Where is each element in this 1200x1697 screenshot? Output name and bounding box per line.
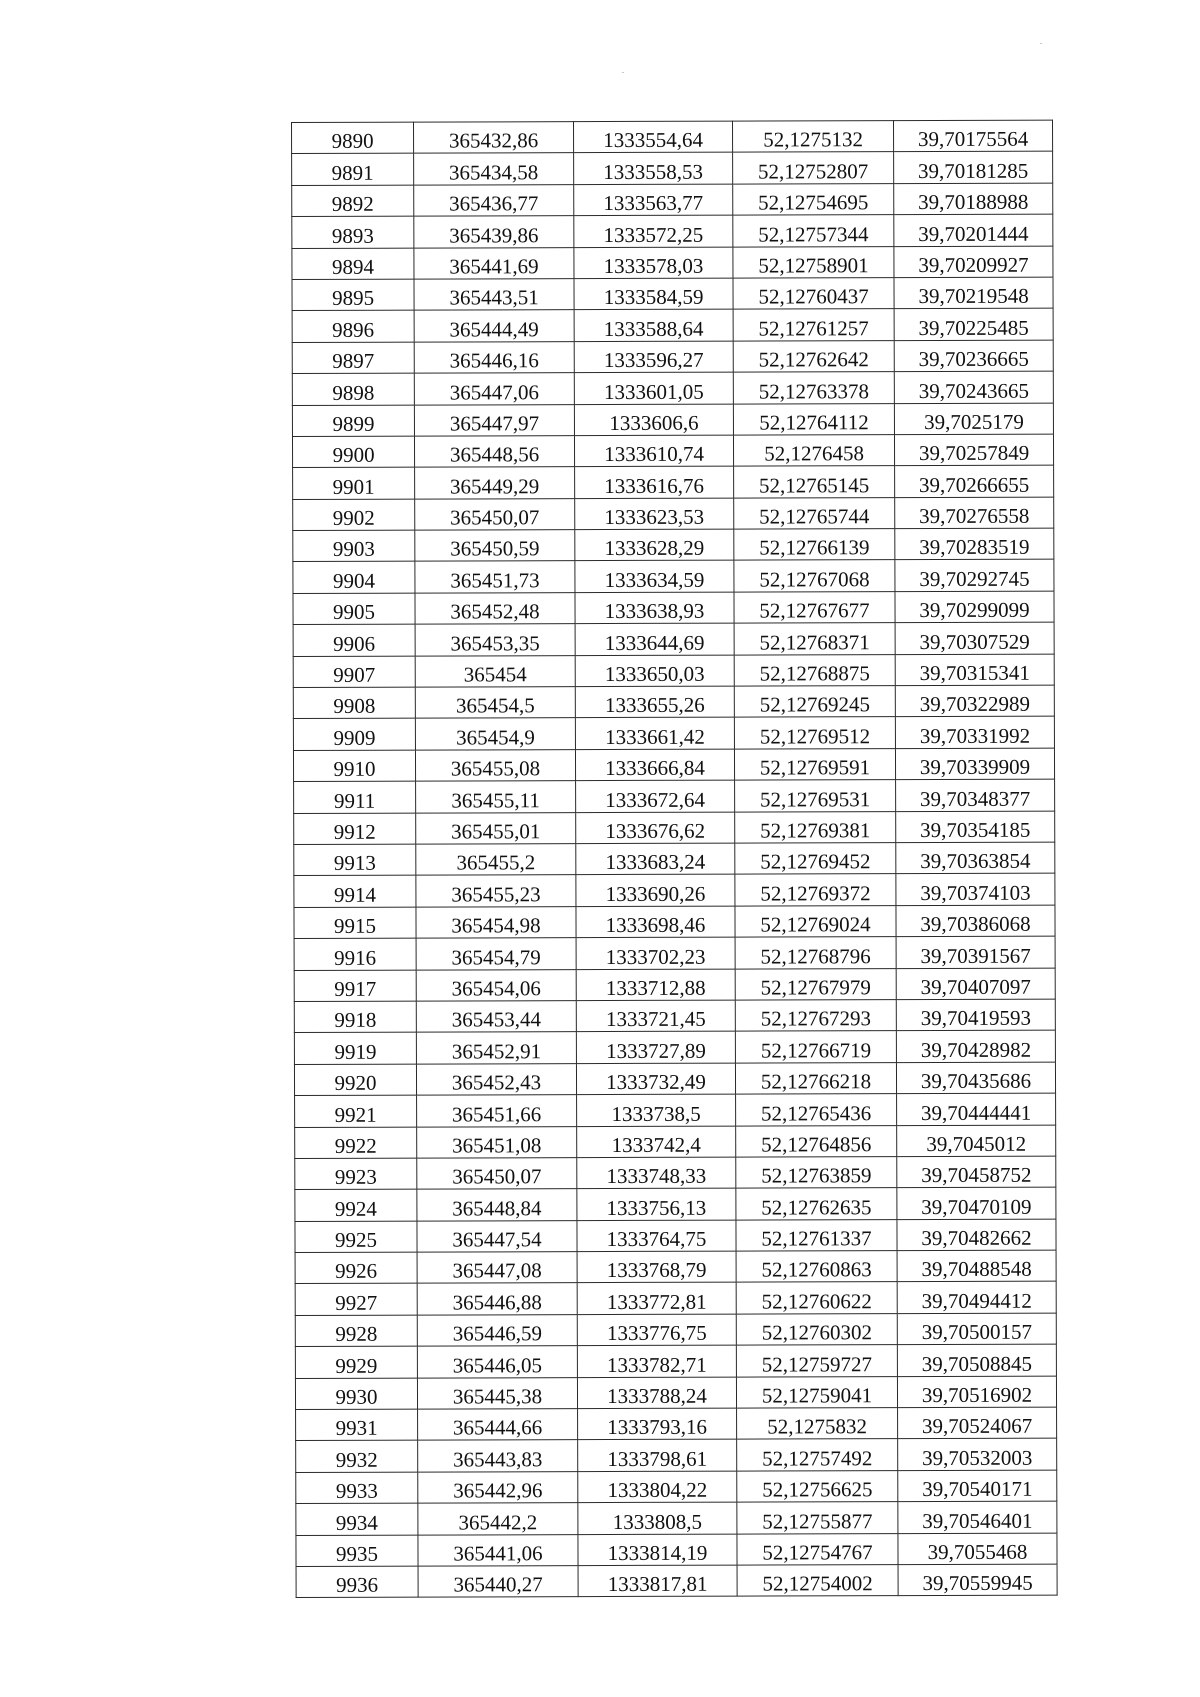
- y-coordinate-cell: 1333628,29: [575, 529, 734, 561]
- y-coordinate-cell: 1333655,26: [575, 686, 734, 718]
- table-row: [294, 968, 1055, 1002]
- table-row: [295, 1313, 1056, 1347]
- x-coordinate-cell: 365447,54: [417, 1220, 577, 1252]
- y-coordinate-cell: 1333578,03: [574, 247, 733, 279]
- y-coordinate-cell: 1333690,26: [576, 874, 735, 906]
- latitude-cell: 52,12756625: [737, 1470, 898, 1502]
- table-row: [293, 748, 1054, 782]
- y-coordinate-cell: 1333676,62: [576, 812, 735, 844]
- latitude-cell: 52,12767677: [734, 591, 895, 623]
- point-number-cell: 9925: [295, 1221, 417, 1253]
- y-coordinate-cell: 1333666,84: [575, 749, 734, 781]
- table-row: [292, 308, 1053, 342]
- point-number-cell: 9890: [292, 122, 414, 154]
- table-row: [293, 497, 1054, 531]
- table-row: [295, 1156, 1056, 1190]
- x-coordinate-cell: 365455,01: [416, 812, 576, 844]
- latitude-cell: 52,12768371: [734, 623, 895, 655]
- latitude-cell: 52,12760437: [733, 278, 894, 310]
- x-coordinate-cell: 365452,91: [416, 1032, 576, 1064]
- longitude-cell: 39,70348377: [896, 779, 1055, 811]
- latitude-cell: 52,12764856: [736, 1125, 897, 1157]
- x-coordinate-cell: 365450,59: [415, 530, 575, 562]
- table-row: [292, 403, 1053, 437]
- latitude-cell: 52,12765436: [736, 1094, 897, 1126]
- latitude-cell: 52,1275132: [732, 121, 893, 153]
- latitude-cell: 52,12761337: [736, 1219, 897, 1251]
- longitude-cell: 39,70458752: [897, 1156, 1056, 1188]
- x-coordinate-cell: 365454: [415, 655, 575, 687]
- longitude-cell: 39,70494412: [897, 1282, 1056, 1314]
- point-number-cell: 9923: [295, 1158, 417, 1190]
- point-number-cell: 9927: [295, 1284, 417, 1316]
- y-coordinate-cell: 1333721,45: [576, 1000, 735, 1032]
- longitude-cell: 39,7045012: [897, 1125, 1056, 1157]
- y-coordinate-cell: 1333644,69: [575, 623, 734, 655]
- latitude-cell: 52,12769512: [734, 717, 895, 749]
- table-row: [293, 560, 1054, 594]
- longitude-cell: 39,70546401: [898, 1501, 1057, 1533]
- longitude-cell: 39,70225485: [894, 308, 1053, 340]
- y-coordinate-cell: 1333623,53: [575, 498, 734, 530]
- y-coordinate-cell: 1333772,81: [577, 1283, 736, 1315]
- table-row: [294, 811, 1055, 845]
- point-number-cell: 9922: [295, 1127, 417, 1159]
- table-row: [295, 1376, 1056, 1410]
- latitude-cell: 52,12762635: [736, 1188, 897, 1220]
- longitude-cell: 39,70219548: [894, 277, 1053, 309]
- table-row: [295, 1250, 1056, 1284]
- longitude-cell: 39,70257849: [894, 434, 1053, 466]
- table-row: [295, 1125, 1056, 1159]
- latitude-cell: 52,12762642: [733, 340, 894, 372]
- latitude-cell: 52,12757344: [733, 215, 894, 247]
- latitude-cell: 52,12754002: [737, 1565, 898, 1597]
- point-number-cell: 9904: [293, 562, 415, 594]
- longitude-cell: 39,70188988: [894, 183, 1053, 215]
- y-coordinate-cell: 1333814,19: [578, 1534, 737, 1566]
- table-row: [292, 371, 1053, 405]
- point-number-cell: 9935: [296, 1535, 418, 1567]
- table-row: [292, 434, 1053, 468]
- x-coordinate-cell: 365432,86: [414, 122, 574, 154]
- longitude-cell: 39,70532003: [898, 1439, 1057, 1471]
- point-number-cell: 9892: [292, 185, 414, 217]
- y-coordinate-cell: 1333804,22: [578, 1471, 737, 1503]
- point-number-cell: 9928: [295, 1315, 417, 1347]
- table-row: [292, 120, 1053, 154]
- latitude-cell: 52,12761257: [733, 309, 894, 341]
- table-row: [292, 214, 1053, 248]
- x-coordinate-cell: 365446,16: [414, 341, 574, 373]
- table-row: [292, 151, 1053, 185]
- x-coordinate-cell: 365452,43: [416, 1063, 576, 1095]
- longitude-cell: 39,70339909: [895, 748, 1054, 780]
- x-coordinate-cell: 365436,77: [414, 184, 574, 216]
- point-number-cell: 9894: [292, 248, 414, 280]
- y-coordinate-cell: 1333698,46: [576, 906, 735, 938]
- longitude-cell: 39,7055468: [898, 1533, 1057, 1565]
- y-coordinate-cell: 1333606,6: [574, 404, 733, 436]
- table-row: [293, 528, 1054, 562]
- y-coordinate-cell: 1333616,76: [575, 466, 734, 498]
- y-coordinate-cell: 1333798,61: [578, 1440, 737, 1472]
- x-coordinate-cell: 365439,86: [414, 216, 574, 248]
- x-coordinate-cell: 365452,48: [415, 592, 575, 624]
- x-coordinate-cell: 365454,9: [415, 718, 575, 750]
- x-coordinate-cell: 365453,35: [415, 624, 575, 656]
- point-number-cell: 9891: [292, 154, 414, 186]
- longitude-cell: 39,70331992: [895, 717, 1054, 749]
- point-number-cell: 9909: [293, 719, 415, 751]
- x-coordinate-cell: 365455,2: [416, 844, 576, 876]
- longitude-cell: 39,70201444: [894, 214, 1053, 246]
- table-row: [293, 654, 1054, 688]
- point-number-cell: 9921: [295, 1095, 417, 1127]
- point-number-cell: 9911: [294, 781, 416, 813]
- latitude-cell: 52,12763378: [733, 372, 894, 404]
- latitude-cell: 52,12766719: [735, 1031, 896, 1063]
- longitude-cell: 39,70299099: [895, 591, 1054, 623]
- table-row: [295, 1282, 1056, 1316]
- y-coordinate-cell: 1333650,03: [575, 655, 734, 687]
- x-coordinate-cell: 365446,59: [417, 1314, 577, 1346]
- latitude-cell: 52,12759041: [736, 1376, 897, 1408]
- point-number-cell: 9905: [293, 593, 415, 625]
- point-number-cell: 9900: [292, 436, 414, 468]
- latitude-cell: 52,12752807: [733, 152, 894, 184]
- longitude-cell: 39,70236665: [894, 340, 1053, 372]
- table-row: [293, 622, 1054, 656]
- table-row: [296, 1470, 1057, 1504]
- point-number-cell: 9893: [292, 216, 414, 248]
- point-number-cell: 9929: [295, 1346, 417, 1378]
- x-coordinate-cell: 365449,29: [415, 467, 575, 499]
- point-number-cell: 9916: [294, 938, 416, 970]
- x-coordinate-cell: 365434,58: [414, 153, 574, 185]
- longitude-cell: 39,70315341: [895, 654, 1054, 686]
- latitude-cell: 52,12766139: [734, 529, 895, 561]
- table-row: [295, 1093, 1056, 1127]
- latitude-cell: 52,12764112: [733, 403, 894, 435]
- y-coordinate-cell: 1333601,05: [574, 372, 733, 404]
- latitude-cell: 52,12769245: [734, 686, 895, 718]
- point-number-cell: 9897: [292, 342, 414, 374]
- y-coordinate-cell: 1333702,23: [576, 937, 735, 969]
- table-row: [294, 779, 1055, 813]
- longitude-cell: 39,70354185: [896, 811, 1055, 843]
- point-number-cell: 9933: [296, 1472, 418, 1504]
- y-coordinate-cell: 1333788,24: [577, 1377, 736, 1409]
- longitude-cell: 39,70508845: [897, 1344, 1056, 1376]
- latitude-cell: 52,12754695: [733, 183, 894, 215]
- x-coordinate-cell: 365442,2: [418, 1503, 578, 1535]
- point-number-cell: 9913: [294, 844, 416, 876]
- x-coordinate-cell: 365450,07: [417, 1157, 577, 1189]
- y-coordinate-cell: 1333712,88: [576, 969, 735, 1001]
- y-coordinate-cell: 1333782,71: [577, 1345, 736, 1377]
- y-coordinate-cell: 1333738,5: [577, 1094, 736, 1126]
- y-coordinate-cell: 1333588,64: [574, 309, 733, 341]
- x-coordinate-cell: 365443,51: [414, 279, 574, 311]
- point-number-cell: 9918: [294, 1001, 416, 1033]
- table-row: [294, 999, 1055, 1033]
- longitude-cell: 39,70181285: [894, 151, 1053, 183]
- x-coordinate-cell: 365442,96: [418, 1471, 578, 1503]
- latitude-cell: 52,12757492: [737, 1439, 898, 1471]
- table-row: [292, 183, 1053, 217]
- y-coordinate-cell: 1333554,64: [574, 121, 733, 153]
- point-number-cell: 9910: [293, 750, 415, 782]
- table-row: [296, 1407, 1057, 1441]
- x-coordinate-cell: 365454,79: [416, 938, 576, 970]
- longitude-cell: 39,70243665: [894, 371, 1053, 403]
- latitude-cell: 52,12769591: [734, 748, 895, 780]
- x-coordinate-cell: 365444,49: [414, 310, 574, 342]
- longitude-cell: 39,7025179: [894, 403, 1053, 435]
- point-number-cell: 9902: [293, 499, 415, 531]
- x-coordinate-cell: 365450,07: [415, 498, 575, 530]
- x-coordinate-cell: 365454,06: [416, 969, 576, 1001]
- y-coordinate-cell: 1333793,16: [578, 1408, 737, 1440]
- latitude-cell: 52,12754767: [737, 1533, 898, 1565]
- table-row: [293, 465, 1054, 499]
- table-row: [294, 842, 1055, 876]
- x-coordinate-cell: 365441,69: [414, 247, 574, 279]
- point-number-cell: 9914: [294, 875, 416, 907]
- point-number-cell: 9903: [293, 530, 415, 562]
- point-number-cell: 9924: [295, 1189, 417, 1221]
- latitude-cell: 52,12769531: [735, 780, 896, 812]
- point-number-cell: 9901: [293, 467, 415, 499]
- x-coordinate-cell: 365445,38: [417, 1377, 577, 1409]
- y-coordinate-cell: 1333817,81: [578, 1565, 737, 1597]
- coordinates-table-body: [292, 120, 1058, 1598]
- table-row: [296, 1439, 1057, 1473]
- longitude-cell: 39,70374103: [896, 873, 1055, 905]
- x-coordinate-cell: 365455,11: [416, 781, 576, 813]
- table-row: [294, 873, 1055, 907]
- point-number-cell: 9896: [292, 310, 414, 342]
- point-number-cell: 9908: [293, 687, 415, 719]
- point-number-cell: 9906: [293, 624, 415, 656]
- x-coordinate-cell: 365455,23: [416, 875, 576, 907]
- y-coordinate-cell: 1333596,27: [574, 341, 733, 373]
- table-row: [292, 246, 1053, 280]
- x-coordinate-cell: 365447,97: [414, 404, 574, 436]
- table-row: [294, 1030, 1055, 1064]
- point-number-cell: 9912: [294, 813, 416, 845]
- latitude-cell: 52,12765145: [734, 466, 895, 498]
- table-row: [292, 340, 1053, 374]
- longitude-cell: 39,70283519: [895, 528, 1054, 560]
- latitude-cell: 52,12759727: [736, 1345, 897, 1377]
- longitude-cell: 39,70419593: [896, 999, 1055, 1031]
- y-coordinate-cell: 1333558,53: [574, 153, 733, 185]
- x-coordinate-cell: 365440,27: [418, 1566, 578, 1598]
- longitude-cell: 39,70407097: [896, 968, 1055, 1000]
- longitude-cell: 39,70292745: [895, 560, 1054, 592]
- scan-speck: [1040, 43, 1042, 44]
- table-row: [294, 936, 1055, 970]
- point-number-cell: 9915: [294, 907, 416, 939]
- y-coordinate-cell: 1333764,75: [577, 1220, 736, 1252]
- table-row: [292, 277, 1053, 311]
- latitude-cell: 52,12769372: [735, 874, 896, 906]
- point-number-cell: 9930: [295, 1378, 417, 1410]
- y-coordinate-cell: 1333572,25: [574, 215, 733, 247]
- latitude-cell: 52,12755877: [737, 1502, 898, 1534]
- longitude-cell: 39,70470109: [897, 1187, 1056, 1219]
- x-coordinate-cell: 365444,66: [418, 1409, 578, 1441]
- point-number-cell: 9936: [296, 1566, 418, 1598]
- latitude-cell: 52,12760863: [736, 1251, 897, 1283]
- latitude-cell: 52,1275832: [737, 1408, 898, 1440]
- x-coordinate-cell: 365451,73: [415, 561, 575, 593]
- y-coordinate-cell: 1333748,33: [577, 1157, 736, 1189]
- point-number-cell: 9919: [294, 1032, 416, 1064]
- table-row: [296, 1501, 1057, 1535]
- x-coordinate-cell: 365447,08: [417, 1252, 577, 1284]
- latitude-cell: 52,12769381: [735, 811, 896, 843]
- y-coordinate-cell: 1333672,64: [576, 780, 735, 812]
- y-coordinate-cell: 1333732,49: [576, 1063, 735, 1095]
- point-number-cell: 9931: [296, 1409, 418, 1441]
- latitude-cell: 52,12758901: [733, 246, 894, 278]
- latitude-cell: 52,12765744: [734, 497, 895, 529]
- table-row: [294, 1062, 1055, 1096]
- table-row: [295, 1219, 1056, 1253]
- x-coordinate-cell: 365451,08: [417, 1126, 577, 1158]
- coordinates-table: [291, 120, 1058, 1599]
- latitude-cell: 52,12768796: [735, 937, 896, 969]
- y-coordinate-cell: 1333808,5: [578, 1502, 737, 1534]
- y-coordinate-cell: 1333584,59: [574, 278, 733, 310]
- y-coordinate-cell: 1333661,42: [575, 718, 734, 750]
- longitude-cell: 39,70363854: [896, 842, 1055, 874]
- latitude-cell: 52,12769452: [735, 843, 896, 875]
- longitude-cell: 39,70444441: [897, 1093, 1056, 1125]
- y-coordinate-cell: 1333768,79: [577, 1251, 736, 1283]
- table-row: [294, 905, 1055, 939]
- y-coordinate-cell: 1333756,13: [577, 1188, 736, 1220]
- latitude-cell: 52,12766218: [735, 1062, 896, 1094]
- y-coordinate-cell: 1333776,75: [577, 1314, 736, 1346]
- x-coordinate-cell: 365454,5: [415, 687, 575, 719]
- x-coordinate-cell: 365441,06: [418, 1534, 578, 1566]
- longitude-cell: 39,70559945: [898, 1564, 1057, 1596]
- y-coordinate-cell: 1333638,93: [575, 592, 734, 624]
- latitude-cell: 52,12760302: [736, 1313, 897, 1345]
- longitude-cell: 39,70540171: [898, 1470, 1057, 1502]
- longitude-cell: 39,70516902: [897, 1376, 1056, 1408]
- latitude-cell: 52,12767979: [735, 968, 896, 1000]
- point-number-cell: 9899: [292, 405, 414, 437]
- table-row: [293, 717, 1054, 751]
- longitude-cell: 39,70175564: [893, 120, 1052, 152]
- x-coordinate-cell: 365455,08: [415, 749, 575, 781]
- latitude-cell: 52,1276458: [733, 435, 894, 467]
- x-coordinate-cell: 365447,06: [414, 373, 574, 405]
- point-number-cell: 9932: [296, 1441, 418, 1473]
- y-coordinate-cell: 1333634,59: [575, 561, 734, 593]
- longitude-cell: 39,70307529: [895, 622, 1054, 654]
- longitude-cell: 39,70322989: [895, 685, 1054, 717]
- latitude-cell: 52,12767293: [735, 1000, 896, 1032]
- longitude-cell: 39,70266655: [895, 465, 1054, 497]
- y-coordinate-cell: 1333683,24: [576, 843, 735, 875]
- table-row: [295, 1187, 1056, 1221]
- latitude-cell: 52,12768875: [734, 654, 895, 686]
- point-number-cell: 9907: [293, 656, 415, 688]
- longitude-cell: 39,70524067: [898, 1407, 1057, 1439]
- x-coordinate-cell: 365448,84: [417, 1189, 577, 1221]
- y-coordinate-cell: 1333727,89: [576, 1031, 735, 1063]
- table-row: [295, 1344, 1056, 1378]
- longitude-cell: 39,70500157: [897, 1313, 1056, 1345]
- longitude-cell: 39,70428982: [896, 1030, 1055, 1062]
- point-number-cell: 9926: [295, 1252, 417, 1284]
- longitude-cell: 39,70435686: [896, 1062, 1055, 1094]
- table-row: [293, 591, 1054, 625]
- longitude-cell: 39,70386068: [896, 905, 1055, 937]
- longitude-cell: 39,70391567: [896, 936, 1055, 968]
- point-number-cell: 9934: [296, 1503, 418, 1535]
- latitude-cell: 52,12760622: [736, 1282, 897, 1314]
- y-coordinate-cell: 1333742,4: [577, 1126, 736, 1158]
- x-coordinate-cell: 365454,98: [416, 906, 576, 938]
- point-number-cell: 9920: [294, 1064, 416, 1096]
- longitude-cell: 39,70488548: [897, 1250, 1056, 1282]
- x-coordinate-cell: 365451,66: [417, 1095, 577, 1127]
- latitude-cell: 52,12769024: [735, 905, 896, 937]
- x-coordinate-cell: 365453,44: [416, 1001, 576, 1033]
- point-number-cell: 9917: [294, 970, 416, 1002]
- x-coordinate-cell: 365448,56: [414, 436, 574, 468]
- table-row: [296, 1533, 1057, 1567]
- point-number-cell: 9895: [292, 279, 414, 311]
- latitude-cell: 52,12767068: [734, 560, 895, 592]
- table-row: [296, 1564, 1057, 1598]
- y-coordinate-cell: 1333610,74: [574, 435, 733, 467]
- x-coordinate-cell: 365446,05: [417, 1346, 577, 1378]
- x-coordinate-cell: 365443,83: [418, 1440, 578, 1472]
- latitude-cell: 52,12763859: [736, 1156, 897, 1188]
- longitude-cell: 39,70482662: [897, 1219, 1056, 1251]
- y-coordinate-cell: 1333563,77: [574, 184, 733, 216]
- scan-speck: [622, 72, 624, 73]
- point-number-cell: 9898: [292, 373, 414, 405]
- longitude-cell: 39,70276558: [895, 497, 1054, 529]
- x-coordinate-cell: 365446,88: [417, 1283, 577, 1315]
- longitude-cell: 39,70209927: [894, 246, 1053, 278]
- table-row: [293, 685, 1054, 719]
